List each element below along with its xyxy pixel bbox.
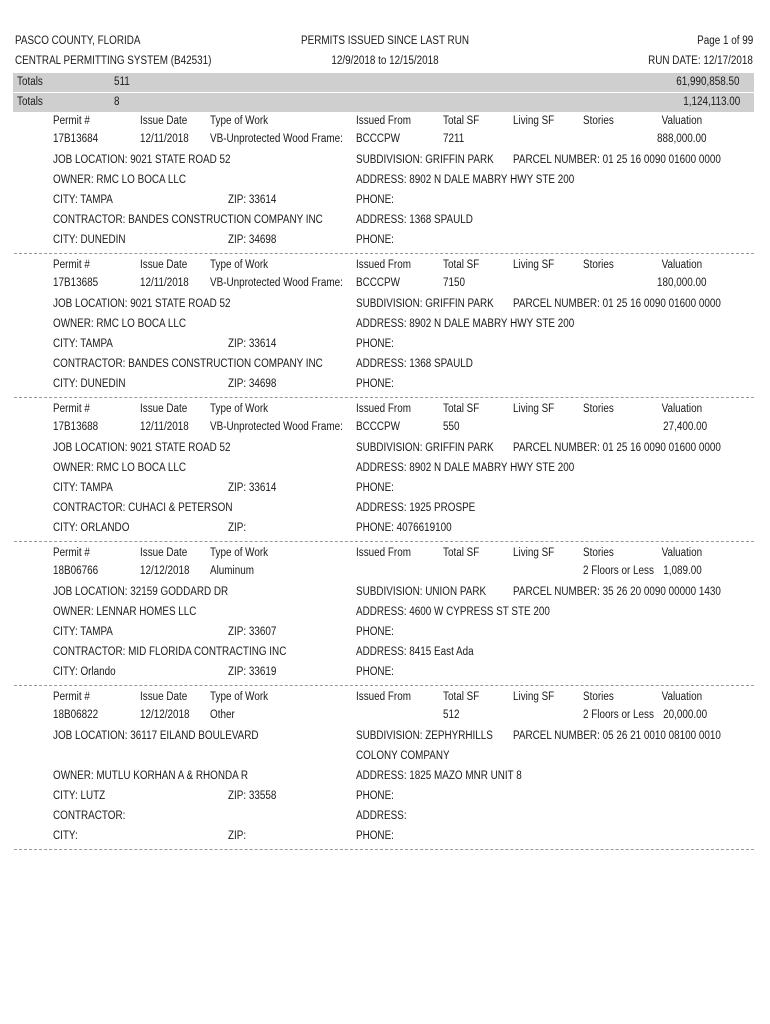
parcel-number: PARCEL NUMBER: 05 26 21 0010 08100 0010	[513, 730, 721, 742]
col-permit-header: Permit #	[53, 403, 90, 415]
owner-phone: PHONE:	[356, 626, 394, 638]
owner-address: ADDRESS: 8902 N DALE MABRY HWY STE 200	[356, 174, 575, 186]
contractor-zip: ZIP: 34698	[228, 234, 277, 246]
total-sf: 512	[443, 709, 460, 721]
issued-from: BCCCPW	[356, 133, 400, 145]
col-issued-from-header: Issued From	[356, 403, 411, 415]
valuation: 27,400.00	[662, 421, 707, 433]
county-name: PASCO COUNTY, FLORIDA	[15, 35, 141, 47]
col-stories-header: Stories	[583, 115, 614, 127]
contractor-zip: ZIP:	[228, 830, 247, 842]
contractor-address: ADDRESS:	[356, 810, 407, 822]
col-issued-from-header: Issued From	[356, 547, 411, 559]
record-separator	[14, 397, 754, 398]
report-title: PERMITS ISSUED SINCE LAST RUN	[301, 35, 469, 47]
col-stories-header: Stories	[583, 691, 614, 703]
valuation: 888,000.00	[657, 133, 707, 145]
col-type-header: Type of Work	[210, 691, 269, 703]
col-total-sf-header: Total SF	[443, 547, 480, 559]
contractor-city: CITY: ORLANDO	[53, 522, 130, 534]
parcel-number: PARCEL NUMBER: 35 26 20 0090 00000 1430	[513, 586, 721, 598]
permit-number: 18B06766	[53, 565, 99, 577]
contractor-zip: ZIP:	[228, 522, 247, 534]
col-living-sf-header: Living SF	[513, 547, 555, 559]
issued-from: BCCCPW	[356, 277, 400, 289]
owner-address: ADDRESS: 1825 MAZO MNR UNIT 8	[356, 770, 522, 782]
contractor-city: CITY: DUNEDIN	[53, 234, 126, 246]
permit-number: 17B13685	[53, 277, 99, 289]
contractor-phone: PHONE:	[356, 234, 394, 246]
page-number: Page 1 of 99	[696, 35, 753, 47]
col-stories-header: Stories	[583, 547, 614, 559]
contractor-address: ADDRESS: 1368 SPAULD	[356, 358, 473, 370]
col-valuation-header: Valuation	[661, 115, 702, 127]
owner-zip: ZIP: 33558	[228, 790, 277, 802]
subdivision: SUBDIVISION: ZEPHYRHILLS	[356, 730, 493, 742]
contractor-address: ADDRESS: 1925 PROSPE	[356, 502, 476, 514]
totals-count: 8	[114, 96, 120, 108]
owner-zip: ZIP: 33614	[228, 482, 277, 494]
contractor-city: CITY: DUNEDIN	[53, 378, 126, 390]
contractor-phone: PHONE: 4076619100	[356, 522, 452, 534]
record-separator	[14, 541, 754, 542]
issued-from: BCCCPW	[356, 421, 400, 433]
subdivision: SUBDIVISION: GRIFFIN PARK	[356, 298, 494, 310]
owner-name: OWNER: MUTLU KORHAN A & RHONDA R	[53, 770, 249, 782]
owner-phone: PHONE:	[356, 790, 394, 802]
col-living-sf-header: Living SF	[513, 115, 555, 127]
parcel-number: PARCEL NUMBER: 01 25 16 0090 01600 0000	[513, 154, 721, 166]
job-location: JOB LOCATION: 9021 STATE ROAD 52	[53, 442, 231, 454]
parcel-number: PARCEL NUMBER: 01 25 16 0090 01600 0000	[513, 298, 721, 310]
col-stories-header: Stories	[583, 403, 614, 415]
contractor-phone: PHONE:	[356, 666, 394, 678]
total-sf: 7150	[443, 277, 466, 289]
col-total-sf-header: Total SF	[443, 403, 480, 415]
col-valuation-header: Valuation	[661, 547, 702, 559]
owner-name: OWNER: LENNAR HOMES LLC	[53, 606, 197, 618]
system-name: CENTRAL PERMITTING SYSTEM (B42531)	[15, 55, 212, 67]
owner-phone: PHONE:	[356, 194, 394, 206]
col-type-header: Type of Work	[210, 115, 269, 127]
col-total-sf-header: Total SF	[443, 259, 480, 271]
col-issue-date-header: Issue Date	[140, 403, 188, 415]
contractor-zip: ZIP: 34698	[228, 378, 277, 390]
contractor-name: CONTRACTOR: MID FLORIDA CONTRACTING INC	[53, 646, 287, 658]
col-total-sf-header: Total SF	[443, 691, 480, 703]
owner-address: ADDRESS: 8902 N DALE MABRY HWY STE 200	[356, 318, 575, 330]
permit-number: 17B13684	[53, 133, 99, 145]
total-sf: 7211	[443, 133, 465, 145]
col-valuation-header: Valuation	[661, 259, 702, 271]
contractor-name: CONTRACTOR: BANDES CONSTRUCTION COMPANY INC	[53, 214, 323, 226]
totals-amount: 1,124,113.00	[682, 96, 740, 108]
totals-count: 511	[114, 76, 130, 88]
type-of-work: Other	[210, 709, 235, 721]
col-valuation-header: Valuation	[661, 403, 702, 415]
permit-number: 17B13688	[53, 421, 99, 433]
col-issued-from-header: Issued From	[356, 259, 411, 271]
contractor-address: ADDRESS: 1368 SPAULD	[356, 214, 473, 226]
totals-row	[13, 93, 754, 112]
issue-date: 12/12/2018	[140, 709, 190, 721]
stories: 2 Floors or Less	[583, 565, 654, 577]
job-location: JOB LOCATION: 32159 GODDARD DR	[53, 586, 229, 598]
valuation: 180,000.00	[657, 277, 707, 289]
subdivision: SUBDIVISION: UNION PARK	[356, 586, 487, 598]
owner-city: CITY: TAMPA	[53, 338, 113, 350]
type-of-work: VB-Unprotected Wood Frame:	[210, 133, 343, 145]
owner-phone: PHONE:	[356, 482, 394, 494]
owner-zip: ZIP: 33607	[228, 626, 277, 638]
subdivision: SUBDIVISION: GRIFFIN PARK	[356, 154, 494, 166]
totals-label: Totals	[17, 96, 43, 108]
contractor-address: ADDRESS: 8415 East Ada	[356, 646, 474, 658]
contractor-city: CITY: Orlando	[53, 666, 116, 678]
date-range: 12/9/2018 to 12/15/2018	[331, 55, 439, 67]
owner-address: ADDRESS: 4600 W CYPRESS ST STE 200	[356, 606, 550, 618]
col-type-header: Type of Work	[210, 259, 269, 271]
contractor-name: CONTRACTOR: BANDES CONSTRUCTION COMPANY INC	[53, 358, 323, 370]
col-permit-header: Permit #	[53, 547, 90, 559]
job-location: JOB LOCATION: 9021 STATE ROAD 52	[53, 298, 231, 310]
stories: 2 Floors or Less	[583, 709, 654, 721]
owner-zip: ZIP: 33614	[228, 338, 277, 350]
col-type-header: Type of Work	[210, 403, 269, 415]
subdivision: SUBDIVISION: GRIFFIN PARK	[356, 442, 494, 454]
type-of-work: Aluminum	[210, 565, 254, 577]
col-issued-from-header: Issued From	[356, 691, 411, 703]
col-living-sf-header: Living SF	[513, 691, 555, 703]
col-issue-date-header: Issue Date	[140, 691, 188, 703]
record-separator	[14, 685, 754, 686]
contractor-zip: ZIP: 33619	[228, 666, 277, 678]
valuation: 1,089.00	[663, 565, 702, 577]
col-stories-header: Stories	[583, 259, 614, 271]
type-of-work: VB-Unprotected Wood Frame:	[210, 421, 343, 433]
issue-date: 12/11/2018	[140, 277, 189, 289]
owner-name: OWNER: RMC LO BOCA LLC	[53, 174, 186, 186]
col-living-sf-header: Living SF	[513, 403, 555, 415]
owner-city: CITY: TAMPA	[53, 626, 113, 638]
contractor-name: CONTRACTOR:	[53, 810, 126, 822]
col-permit-header: Permit #	[53, 115, 90, 127]
totals-row	[13, 73, 754, 92]
owner-name: OWNER: RMC LO BOCA LLC	[53, 318, 186, 330]
parcel-number: PARCEL NUMBER: 01 25 16 0090 01600 0000	[513, 442, 721, 454]
owner-phone: PHONE:	[356, 338, 394, 350]
col-issued-from-header: Issued From	[356, 115, 411, 127]
issue-date: 12/11/2018	[140, 133, 189, 145]
job-location: JOB LOCATION: 9021 STATE ROAD 52	[53, 154, 231, 166]
col-total-sf-header: Total SF	[443, 115, 480, 127]
contractor-city: CITY:	[53, 830, 78, 842]
contractor-phone: PHONE:	[356, 378, 394, 390]
valuation: 20,000.00	[662, 709, 707, 721]
col-permit-header: Permit #	[53, 691, 90, 703]
owner-city: CITY: LUTZ	[53, 790, 106, 802]
col-living-sf-header: Living SF	[513, 259, 555, 271]
run-date: RUN DATE: 12/17/2018	[648, 55, 753, 67]
contractor-phone: PHONE:	[356, 830, 394, 842]
type-of-work: VB-Unprotected Wood Frame:	[210, 277, 343, 289]
issue-date: 12/11/2018	[140, 421, 189, 433]
owner-name: OWNER: RMC LO BOCA LLC	[53, 462, 186, 474]
col-type-header: Type of Work	[210, 547, 269, 559]
job-location: JOB LOCATION: 36117 EILAND BOULEVARD	[53, 730, 259, 742]
total-sf: 550	[443, 421, 460, 433]
col-permit-header: Permit #	[53, 259, 90, 271]
col-issue-date-header: Issue Date	[140, 259, 188, 271]
col-valuation-header: Valuation	[661, 691, 702, 703]
totals-label: Totals	[17, 76, 43, 88]
record-separator	[14, 849, 754, 850]
owner-address: ADDRESS: 8902 N DALE MABRY HWY STE 200	[356, 462, 575, 474]
owner-city: CITY: TAMPA	[53, 482, 113, 494]
totals-amount: 61,990,858.50	[676, 76, 740, 88]
issue-date: 12/12/2018	[140, 565, 190, 577]
col-issue-date-header: Issue Date	[140, 547, 188, 559]
owner-city: CITY: TAMPA	[53, 194, 113, 206]
owner-zip: ZIP: 33614	[228, 194, 277, 206]
record-separator	[14, 253, 754, 254]
col-issue-date-header: Issue Date	[140, 115, 188, 127]
subdivision-continued: COLONY COMPANY	[356, 750, 450, 762]
contractor-name: CONTRACTOR: CUHACI & PETERSON	[53, 502, 233, 514]
permit-number: 18B06822	[53, 709, 99, 721]
